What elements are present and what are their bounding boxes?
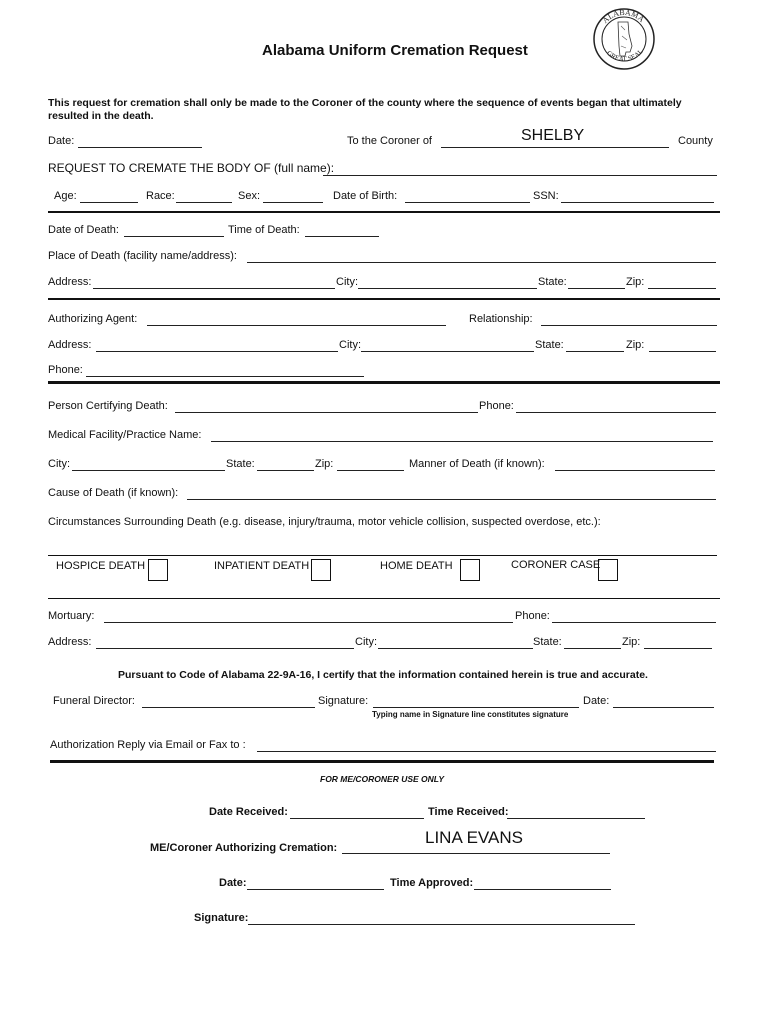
authorizing-agent-label: Authorizing Agent: xyxy=(48,313,138,325)
agent-city-field[interactable] xyxy=(361,351,534,352)
age-label: Age: xyxy=(54,190,77,202)
medical-facility-label: Medical Facility/Practice Name: xyxy=(48,429,202,441)
page-title: Alabama Uniform Cremation Request xyxy=(262,42,528,59)
fd-signature-label: Signature: xyxy=(318,695,369,707)
certifier-phone-field[interactable] xyxy=(516,412,716,413)
mortuary-address-field[interactable] xyxy=(96,648,354,649)
age-field[interactable] xyxy=(80,202,138,203)
medical-facility-field[interactable] xyxy=(211,441,713,442)
fd-signature-field[interactable] xyxy=(373,707,579,708)
divider xyxy=(48,211,720,213)
agent-zip-label: Zip: xyxy=(626,339,645,351)
pursuant-statement: Pursuant to Code of Alabama 22-9A-16, I certify that the information contained herein is true and accurate. xyxy=(118,669,648,681)
ssn-field[interactable] xyxy=(561,202,714,203)
me-authorizing-value: LINA EVANS xyxy=(425,828,523,847)
sex-label: Sex: xyxy=(238,190,261,202)
facility-city-field[interactable] xyxy=(72,470,225,471)
coroner-county-value: SHELBY xyxy=(521,127,585,144)
fd-date-field[interactable] xyxy=(613,707,714,708)
coroner-county-field[interactable] xyxy=(441,147,669,148)
time-of-death-field[interactable] xyxy=(305,236,379,237)
agent-city-label: City: xyxy=(339,339,361,351)
mortuary-city-field[interactable] xyxy=(378,648,533,649)
coroner-signature-label: Signature: xyxy=(194,912,249,924)
mortuary-state-label: State: xyxy=(533,636,562,648)
mortuary-city-label: City: xyxy=(355,636,377,648)
date-of-death-field[interactable] xyxy=(124,236,224,237)
circumstances-field[interactable] xyxy=(48,555,717,556)
ssn-label: SSN: xyxy=(533,190,559,202)
facility-zip-label: Zip: xyxy=(315,458,334,470)
inpatient-death-checkbox[interactable] xyxy=(311,559,331,581)
death-zip-label: Zip: xyxy=(626,276,645,288)
place-of-death-field[interactable] xyxy=(247,262,716,263)
death-city-label: City: xyxy=(336,276,358,288)
circumstances-label: Circumstances Surrounding Death (e.g. disease, injury/trauma, motor vehicle collision, suspected overdose, etc.): xyxy=(48,516,601,528)
approval-date-label: Date: xyxy=(219,877,247,889)
mortuary-label: Mortuary: xyxy=(48,610,95,622)
manner-field[interactable] xyxy=(555,470,715,471)
time-received-field[interactable] xyxy=(507,818,645,819)
checkbox-label-home: HOME DEATH xyxy=(380,560,453,572)
date-of-death-label: Date of Death: xyxy=(48,224,119,236)
relationship-field[interactable] xyxy=(541,325,717,326)
fd-date-label: Date: xyxy=(583,695,610,707)
checkbox-label-hospice: HOSPICE DEATH xyxy=(56,560,146,572)
agent-address-label: Address: xyxy=(48,339,92,351)
coroner-use-only-heading: FOR ME/CORONER USE ONLY xyxy=(320,774,445,784)
request-label: REQUEST TO CREMATE THE BODY OF (full name): xyxy=(48,161,335,175)
death-zip-field[interactable] xyxy=(648,288,716,289)
seal-top-text: ALABAMA xyxy=(600,7,647,26)
coroner-case-checkbox[interactable] xyxy=(598,559,618,581)
race-field[interactable] xyxy=(176,202,232,203)
checkbox-label-coroner: CORONER CASE xyxy=(511,559,601,571)
cause-label: Cause of Death (if known): xyxy=(48,487,179,499)
facility-zip-field[interactable] xyxy=(337,470,404,471)
agent-state-label: State: xyxy=(535,339,564,351)
me-authorizing-field[interactable] xyxy=(342,853,610,854)
mortuary-zip-label: Zip: xyxy=(622,636,641,648)
cause-field[interactable] xyxy=(187,499,716,500)
mortuary-address-label: Address: xyxy=(48,636,92,648)
coroner-label: To the Coroner of xyxy=(347,135,432,147)
agent-address-field[interactable] xyxy=(96,351,338,352)
hospice-death-checkbox[interactable] xyxy=(148,559,168,581)
mortuary-state-field[interactable] xyxy=(564,648,621,649)
date-field[interactable] xyxy=(78,147,202,148)
time-approved-field[interactable] xyxy=(474,889,611,890)
agent-phone-field[interactable] xyxy=(86,376,364,377)
death-state-label: State: xyxy=(538,276,567,288)
seal-bottom-text: GREAT SEAL xyxy=(605,47,645,64)
divider xyxy=(48,298,720,300)
sex-field[interactable] xyxy=(263,202,323,203)
death-address-label: Address: xyxy=(48,276,92,288)
county-label: County xyxy=(678,135,713,147)
relationship-label: Relationship: xyxy=(469,313,533,325)
certifier-phone-label: Phone: xyxy=(479,400,514,412)
facility-state-label: State: xyxy=(226,458,255,470)
facility-state-field[interactable] xyxy=(257,470,314,471)
coroner-signature-field[interactable] xyxy=(248,924,635,925)
full-name-field[interactable] xyxy=(323,175,717,176)
person-certifying-field[interactable] xyxy=(175,412,478,413)
race-label: Race: xyxy=(146,190,175,202)
svg-text:ALABAMA xyxy=(601,8,647,25)
agent-phone-label: Phone: xyxy=(48,364,83,376)
death-state-field[interactable] xyxy=(568,288,625,289)
signature-note: Typing name in Signature line constitutes signature xyxy=(372,710,569,719)
alabama-seal-logo xyxy=(592,6,656,72)
funeral-director-label: Funeral Director: xyxy=(53,695,135,707)
agent-zip-field[interactable] xyxy=(649,351,716,352)
mortuary-field[interactable] xyxy=(104,622,513,623)
approval-date-field[interactable] xyxy=(247,889,384,890)
intro-text: This request for cremation shall only be made to the Coroner of the county where the sequence of events began that ultimately resulted in the death. xyxy=(48,97,682,122)
dob-label: Date of Birth: xyxy=(333,190,398,202)
time-approved-label: Time Approved: xyxy=(390,877,474,889)
date-label: Date: xyxy=(48,135,75,147)
me-authorizing-label: ME/Coroner Authorizing Cremation: xyxy=(150,842,338,854)
divider xyxy=(48,381,720,384)
manner-label: Manner of Death (if known): xyxy=(409,458,545,470)
mortuary-phone-label: Phone: xyxy=(515,610,550,622)
authorization-reply-field[interactable] xyxy=(257,751,716,752)
time-of-death-label: Time of Death: xyxy=(228,224,300,236)
funeral-director-field[interactable] xyxy=(142,707,315,708)
divider xyxy=(48,598,720,599)
death-city-field[interactable] xyxy=(358,288,537,289)
date-received-field[interactable] xyxy=(290,818,424,819)
mortuary-zip-field[interactable] xyxy=(644,648,712,649)
authorization-reply-label: Authorization Reply via Email or Fax to : xyxy=(50,739,246,751)
checkbox-label-inpatient: INPATIENT DEATH xyxy=(214,560,310,572)
home-death-checkbox[interactable] xyxy=(460,559,480,581)
divider xyxy=(50,760,714,763)
agent-state-field[interactable] xyxy=(566,351,624,352)
person-certifying-label: Person Certifying Death: xyxy=(48,400,168,412)
dob-field[interactable] xyxy=(405,202,530,203)
time-received-label: Time Received: xyxy=(428,806,509,818)
death-address-field[interactable] xyxy=(93,288,335,289)
mortuary-phone-field[interactable] xyxy=(552,622,716,623)
facility-city-label: City: xyxy=(48,458,70,470)
place-of-death-label: Place of Death (facility name/address): xyxy=(48,250,237,262)
date-received-label: Date Received: xyxy=(209,806,288,818)
authorizing-agent-field[interactable] xyxy=(147,325,446,326)
